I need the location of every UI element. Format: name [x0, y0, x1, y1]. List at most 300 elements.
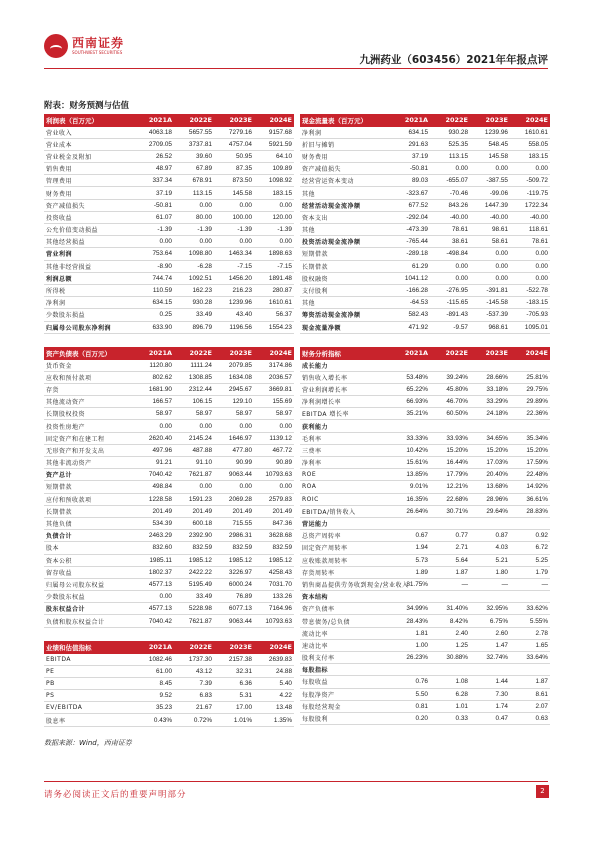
row-label: 财务费用 — [300, 150, 390, 162]
value-cell: 33.29% — [470, 396, 510, 408]
value-cell: 28.96% — [470, 493, 510, 505]
row-label: 营业利润增长率 — [300, 383, 390, 395]
table-row — [44, 163, 294, 175]
value-cell: 87.35 — [214, 163, 254, 175]
row-label: 三费率 — [300, 444, 390, 456]
value-cell: 2986.31 — [214, 530, 254, 542]
row-label: 流动比率 — [300, 627, 390, 639]
row-label: 获利能力 — [300, 420, 390, 432]
row-label: 每股经营现金 — [300, 700, 390, 712]
row-label: 其他负债 — [44, 517, 134, 529]
row-label: 财务费用 — [44, 187, 134, 199]
value-cell: -50.81 — [390, 163, 430, 175]
year-header-cell: 2021A — [134, 347, 174, 360]
value-cell: 28.66% — [470, 371, 510, 383]
value-cell: 634.15 — [390, 127, 430, 139]
row-label: 股利支付率 — [300, 652, 390, 664]
value-cell: 100.00 — [214, 211, 254, 223]
value-cell: 43.40 — [214, 309, 254, 321]
value-cell: 1985.12 — [254, 554, 294, 566]
row-label: 股本 — [44, 542, 134, 554]
value-cell: 1111.24 — [174, 360, 214, 372]
table-row — [300, 432, 550, 444]
value-cell: 33.49 — [174, 591, 214, 603]
row-label: 净利率 — [300, 457, 390, 469]
value-cell: 1463.34 — [214, 248, 254, 260]
table-title-cell: 现金流量表（百万元） — [300, 114, 390, 127]
value-cell: 183.15 — [254, 187, 294, 199]
row-label: 资本结构 — [300, 591, 390, 603]
value-cell — [430, 664, 470, 676]
value-cell — [430, 517, 470, 529]
value-cell: 2422.22 — [174, 566, 214, 578]
row-label: 负债和股东权益合计 — [44, 615, 134, 627]
table-row — [300, 383, 550, 395]
value-cell: 548.45 — [470, 138, 510, 150]
value-cell — [510, 591, 550, 603]
table-row — [44, 224, 294, 236]
value-cell: 832.59 — [254, 542, 294, 554]
value-cell: 166.57 — [134, 396, 174, 408]
value-cell — [430, 360, 470, 372]
income-statement-table — [44, 114, 294, 334]
value-cell: 61.07 — [134, 211, 174, 223]
value-cell: 9063.44 — [214, 615, 254, 627]
table-row — [300, 688, 550, 700]
value-cell: 930.28 — [430, 127, 470, 139]
logo-name: 西南证券 — [72, 36, 125, 50]
value-cell — [470, 591, 510, 603]
table-header-row — [44, 114, 294, 127]
value-cell: 1.87 — [510, 676, 550, 688]
value-cell: 26.52 — [134, 150, 174, 162]
value-cell: 1.08 — [430, 676, 470, 688]
value-cell: 2945.67 — [214, 383, 254, 395]
value-cell: 9.52 — [134, 690, 174, 702]
value-cell: 24.88 — [254, 665, 294, 677]
value-cell: 26.64% — [390, 505, 430, 517]
value-cell: 744.74 — [134, 272, 174, 284]
table-row — [44, 272, 294, 284]
value-cell: 1802.37 — [134, 566, 174, 578]
value-cell: 64.10 — [254, 150, 294, 162]
row-label: 每股指标 — [300, 664, 390, 676]
value-cell: 0.00 — [214, 481, 254, 493]
value-cell: 80.00 — [174, 211, 214, 223]
value-cell: 39.60 — [174, 150, 214, 162]
value-cell: -289.18 — [390, 248, 430, 260]
value-cell: 3628.68 — [254, 530, 294, 542]
value-cell: -537.39 — [470, 309, 510, 321]
table-row — [44, 420, 294, 432]
value-cell: 0.00 — [174, 420, 214, 432]
value-cell: 1098.92 — [254, 175, 294, 187]
row-label: 带息债务/总负债 — [300, 615, 390, 627]
row-label: 长期借款 — [300, 260, 390, 272]
value-cell: 17.59% — [510, 457, 550, 469]
value-cell: -64.53 — [390, 297, 430, 309]
value-cell: 0.00 — [430, 163, 470, 175]
table-row — [300, 469, 550, 481]
footer-divider — [44, 781, 548, 782]
value-cell: 2.40 — [430, 627, 470, 639]
value-cell: 14.92% — [510, 481, 550, 493]
value-cell: 2.78 — [510, 627, 550, 639]
year-header-cell: 2023E — [214, 114, 254, 127]
value-cell: 29.64% — [470, 505, 510, 517]
table-row — [44, 211, 294, 223]
value-cell: 60.50% — [430, 408, 470, 420]
table-row — [44, 654, 294, 666]
table-row — [300, 224, 550, 236]
value-cell: 471.92 — [390, 321, 430, 333]
value-cell: 1610.61 — [254, 297, 294, 309]
report-title: 九洲药业（603456）2021年年报点评 — [359, 54, 548, 66]
value-cell: 32.31 — [214, 665, 254, 677]
value-cell: 7621.87 — [174, 615, 214, 627]
value-cell — [510, 420, 550, 432]
table-row — [44, 444, 294, 456]
value-cell: 2.07 — [510, 700, 550, 712]
row-label: 应收账款周转率 — [300, 554, 390, 566]
row-label: 营业税金及附加 — [44, 150, 134, 162]
table-title-cell: 财务分析指标 — [300, 347, 390, 360]
value-cell: 48.97 — [134, 163, 174, 175]
table-row — [300, 578, 550, 590]
value-cell: 1985.12 — [214, 554, 254, 566]
value-cell: 753.64 — [134, 248, 174, 260]
value-cell: -40.00 — [430, 211, 470, 223]
value-cell: 13.48 — [254, 702, 294, 714]
cash-flow-table — [300, 114, 550, 334]
value-cell: 33.93% — [430, 432, 470, 444]
value-cell: -145.58 — [470, 297, 510, 309]
value-cell: 2620.40 — [134, 432, 174, 444]
table-row — [300, 211, 550, 223]
value-cell: 2145.24 — [174, 432, 214, 444]
table-row — [44, 236, 294, 248]
value-cell: 1228.58 — [134, 493, 174, 505]
value-cell: -1.39 — [214, 224, 254, 236]
row-label: 销售商品提供劳务收到现金/营业收入 — [300, 578, 390, 590]
value-cell: 1.35% — [254, 714, 294, 726]
value-cell: 0.00 — [254, 199, 294, 211]
value-cell — [510, 360, 550, 372]
value-cell — [390, 420, 430, 432]
value-cell: 1098.80 — [174, 248, 214, 260]
value-cell: 13.68% — [470, 481, 510, 493]
value-cell: 0.77 — [430, 530, 470, 542]
value-cell: 873.50 — [214, 175, 254, 187]
table-row — [44, 469, 294, 481]
table-row — [300, 542, 550, 554]
table-row — [300, 396, 550, 408]
table-row — [300, 566, 550, 578]
row-label: 资本公积 — [44, 554, 134, 566]
value-cell: 5.73 — [390, 554, 430, 566]
value-cell: 337.34 — [134, 175, 174, 187]
row-label: 长期股权投资 — [44, 408, 134, 420]
disclaimer-text: 请务必阅读正文后的重要声明部分 — [44, 790, 187, 800]
row-label: 净利润 — [300, 127, 390, 139]
table-row — [300, 297, 550, 309]
table-row — [300, 530, 550, 542]
value-cell: 90.99 — [214, 457, 254, 469]
year-header-cell: 2022E — [430, 347, 470, 360]
value-cell: 1.65 — [510, 639, 550, 651]
value-cell: 5.50 — [390, 688, 430, 700]
row-label: 所得税 — [44, 284, 134, 296]
table-row — [44, 566, 294, 578]
row-label: 管理费用 — [44, 175, 134, 187]
table-row — [300, 248, 550, 260]
value-cell: 4258.43 — [254, 566, 294, 578]
value-cell: -40.00 — [470, 211, 510, 223]
value-cell — [390, 664, 430, 676]
value-cell: 715.55 — [214, 517, 254, 529]
value-cell: 110.59 — [134, 284, 174, 296]
table-row — [44, 360, 294, 372]
year-header-cell: 2023E — [214, 347, 254, 360]
table-row — [44, 371, 294, 383]
row-label: 少数股东损益 — [44, 309, 134, 321]
value-cell: 81.75% — [390, 578, 430, 590]
row-label: PB — [44, 677, 134, 689]
value-cell: -9.57 — [430, 321, 470, 333]
table-row — [44, 530, 294, 542]
value-cell: 1554.23 — [254, 321, 294, 333]
value-cell: 1095.01 — [510, 321, 550, 333]
table-row — [44, 714, 294, 726]
value-cell: 8.61 — [510, 688, 550, 700]
value-cell: 61.29 — [390, 260, 430, 272]
row-label: 资本支出 — [300, 211, 390, 223]
value-cell: 5657.55 — [174, 127, 214, 139]
header-divider — [44, 68, 548, 69]
value-cell: -40.00 — [510, 211, 550, 223]
value-cell: 0.00 — [254, 481, 294, 493]
row-label: 其他非流动资产 — [44, 457, 134, 469]
row-label: 股权融资 — [300, 272, 390, 284]
table-row — [44, 175, 294, 187]
value-cell: 1120.80 — [134, 360, 174, 372]
value-cell — [390, 517, 430, 529]
value-cell: 1.44 — [470, 676, 510, 688]
row-label: ROIC — [300, 493, 390, 505]
value-cell: -705.93 — [510, 309, 550, 321]
value-cell: 13.85% — [390, 469, 430, 481]
row-label: 其他流动资产 — [44, 396, 134, 408]
table-row — [44, 702, 294, 714]
row-label: 其他 — [300, 187, 390, 199]
row-label: 留存收益 — [44, 566, 134, 578]
value-cell: 498.84 — [134, 481, 174, 493]
row-label: 投资活动现金流净额 — [300, 236, 390, 248]
value-cell: 109.89 — [254, 163, 294, 175]
value-cell: 0.00 — [174, 481, 214, 493]
table-row — [44, 542, 294, 554]
value-cell — [510, 517, 550, 529]
row-label: 其他 — [300, 297, 390, 309]
company-logo — [44, 34, 124, 58]
row-label: 每股净资产 — [300, 688, 390, 700]
value-cell: 1.81 — [390, 627, 430, 639]
value-cell: 1.79 — [510, 566, 550, 578]
row-label: 其他 — [300, 224, 390, 236]
value-cell: -70.46 — [430, 187, 470, 199]
value-cell: 0.00 — [254, 236, 294, 248]
value-cell: 17.79% — [430, 469, 470, 481]
table-row — [300, 664, 550, 676]
table-row — [300, 371, 550, 383]
row-label: 存货周转率 — [300, 566, 390, 578]
value-cell: -8.90 — [134, 260, 174, 272]
value-cell: 129.10 — [214, 396, 254, 408]
row-label: 长期借款 — [44, 505, 134, 517]
value-cell: 113.15 — [430, 150, 470, 162]
value-cell: 7040.42 — [134, 469, 174, 481]
value-cell: 58.97 — [134, 408, 174, 420]
value-cell: -50.81 — [134, 199, 174, 211]
value-cell: 2079.85 — [214, 360, 254, 372]
value-cell: 183.15 — [510, 150, 550, 162]
value-cell: 0.00 — [510, 260, 550, 272]
year-header-cell: 2021A — [390, 347, 430, 360]
value-cell: 1591.23 — [174, 493, 214, 505]
value-cell: 17.03% — [470, 457, 510, 469]
value-cell: 5.25 — [510, 554, 550, 566]
table-row — [44, 481, 294, 493]
value-cell: 832.59 — [214, 542, 254, 554]
table-row — [300, 627, 550, 639]
value-cell: 5.40 — [254, 677, 294, 689]
value-cell: 4577.13 — [134, 603, 174, 615]
value-cell: 1.89 — [390, 566, 430, 578]
value-cell: 32.95% — [470, 603, 510, 615]
value-cell: 0.67 — [390, 530, 430, 542]
year-header-cell: 2022E — [430, 114, 470, 127]
value-cell: 847.36 — [254, 517, 294, 529]
value-cell: 0.00 — [510, 272, 550, 284]
value-cell: 201.49 — [214, 505, 254, 517]
value-cell: 36.61% — [510, 493, 550, 505]
row-label: 折旧与摊销 — [300, 138, 390, 150]
value-cell: 35.23 — [134, 702, 174, 714]
value-cell: 33.64% — [510, 652, 550, 664]
year-header-cell: 2024E — [510, 114, 550, 127]
value-cell: 0.00 — [470, 272, 510, 284]
value-cell: 9.01% — [390, 481, 430, 493]
value-cell: 0.00 — [430, 272, 470, 284]
value-cell: 1.80 — [470, 566, 510, 578]
value-cell: 118.61 — [510, 224, 550, 236]
table-row — [300, 591, 550, 603]
row-label: 负债合计 — [44, 530, 134, 542]
table-row — [300, 260, 550, 272]
table-row — [44, 432, 294, 444]
table-header-row — [44, 347, 294, 360]
row-label: 短期借款 — [300, 248, 390, 260]
value-cell: 534.39 — [134, 517, 174, 529]
row-label: ROE — [300, 469, 390, 481]
value-cell: 7.30 — [470, 688, 510, 700]
value-cell: -387.55 — [470, 175, 510, 187]
value-cell: 6077.13 — [214, 603, 254, 615]
row-label: 净利润增长率 — [300, 396, 390, 408]
value-cell: 0.92 — [510, 530, 550, 542]
value-cell: 201.49 — [134, 505, 174, 517]
logo-icon — [44, 34, 68, 58]
value-cell: 98.61 — [470, 224, 510, 236]
table-row — [44, 309, 294, 321]
table-row — [300, 457, 550, 469]
value-cell — [470, 664, 510, 676]
row-label: 其他经营损益 — [44, 236, 134, 248]
value-cell: 2.71 — [430, 542, 470, 554]
table-row — [300, 712, 550, 724]
value-cell: 5228.98 — [174, 603, 214, 615]
value-cell: -522.78 — [510, 284, 550, 296]
value-cell: -391.81 — [470, 284, 510, 296]
value-cell: 16.44% — [430, 457, 470, 469]
table-row — [44, 396, 294, 408]
value-cell: -7.15 — [214, 260, 254, 272]
value-cell: 7279.16 — [214, 127, 254, 139]
row-label: 总资产周转率 — [300, 530, 390, 542]
year-header-cell: 2021A — [390, 114, 430, 127]
value-cell: 9063.44 — [214, 469, 254, 481]
table-row — [44, 297, 294, 309]
year-header-cell: 2021A — [134, 641, 174, 654]
year-header-cell: 2024E — [254, 347, 294, 360]
value-cell: 832.60 — [134, 542, 174, 554]
value-cell: 89.03 — [390, 175, 430, 187]
value-cell: 497.96 — [134, 444, 174, 456]
value-cell: -6.28 — [174, 260, 214, 272]
row-label: 每股收益 — [300, 676, 390, 688]
value-cell: 58.97 — [174, 408, 214, 420]
value-cell: 32.74% — [470, 652, 510, 664]
value-cell: -119.75 — [510, 187, 550, 199]
value-cell: 2312.44 — [174, 383, 214, 395]
value-cell: 0.00 — [470, 260, 510, 272]
value-cell: 1092.51 — [174, 272, 214, 284]
row-label: 销售收入增长率 — [300, 371, 390, 383]
value-cell: 8.45 — [134, 677, 174, 689]
table-row — [300, 615, 550, 627]
row-label: 销售费用 — [44, 163, 134, 175]
data-source-note: 数据来源：Wind，西南证券 — [44, 739, 132, 747]
value-cell: 0.00 — [174, 199, 214, 211]
table-row — [300, 603, 550, 615]
value-cell: -473.39 — [390, 224, 430, 236]
value-cell: 4757.04 — [214, 138, 254, 150]
value-cell: 1646.97 — [214, 432, 254, 444]
year-header-cell: 2022E — [174, 641, 214, 654]
table-row — [44, 284, 294, 296]
value-cell: 90.89 — [254, 457, 294, 469]
row-label: 固定资产和在建工程 — [44, 432, 134, 444]
value-cell: 15.20% — [430, 444, 470, 456]
row-label: 公允价值变动损益 — [44, 224, 134, 236]
row-label: 投资性房地产 — [44, 420, 134, 432]
value-cell: 78.61 — [430, 224, 470, 236]
table-row — [300, 493, 550, 505]
value-cell: 16.35% — [390, 493, 430, 505]
value-cell: 1985.12 — [174, 554, 214, 566]
value-cell: 17.00 — [214, 702, 254, 714]
table-row — [44, 199, 294, 211]
